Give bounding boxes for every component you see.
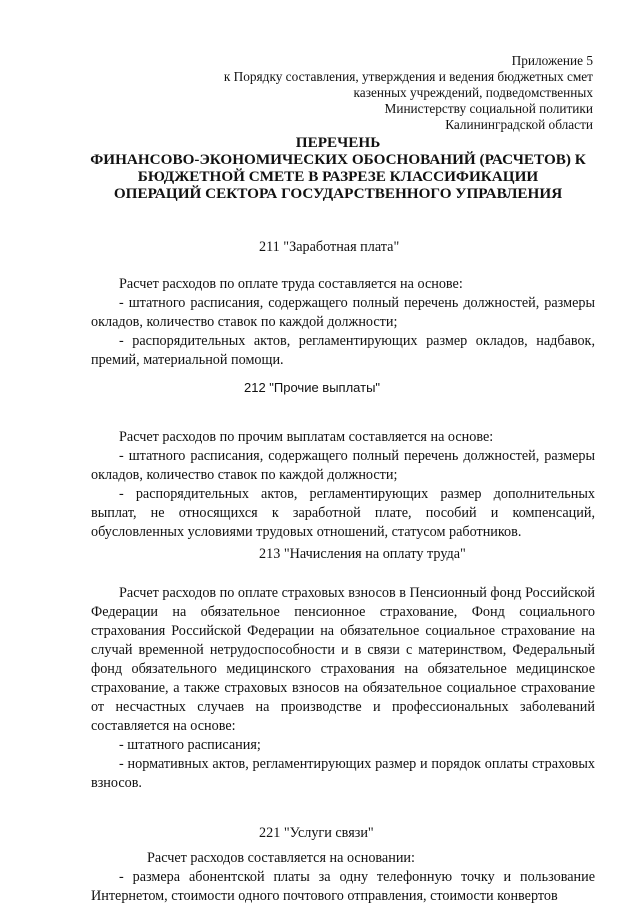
paragraph: Расчет расходов по прочим выплатам составляется на основе:: [119, 429, 494, 445]
appendix-note: [224, 53, 593, 133]
document-title: [40, 134, 636, 202]
paragraph: - штатного расписания, содержащего полный перечень должностей, размеры окладов, количество ставок по каждой должности;: [91, 448, 595, 483]
title-line: ПЕРЕЧЕНЬ: [295, 134, 381, 151]
section-heading-211: 211 "Заработная плата": [259, 239, 400, 255]
section-heading-221: 221 "Услуги связи": [259, 825, 374, 841]
paragraph: Расчет расходов по оплате страховых взносов в Пенсионный фонд Российской Федерации на обязательное пенсионное страхование, Фонд социального страхования Российской Федерации на обязательное социальное страхование на случай временной нетрудоспособности и в связи с материнством, Федеральный фонд обязательного медицинского страхования на обязательное медицинское страхование, а также страховых взносов на обязательное социальное страхование от несчастных случаев на производстве и профессиональных заболеваний составляется на основе:: [91, 585, 595, 734]
paragraph: - распорядительных актов, регламентирующих размер окладов, надбавок, премий, материальной помощи.: [91, 333, 595, 368]
appendix-number: Приложение 5: [511, 53, 593, 68]
appendix-line: казенных учреждений, подведомственных: [353, 85, 593, 100]
section-body-212: [91, 428, 595, 542]
paragraph: - размера абонентской платы за одну телефонную точку и пользование Интернетом, стоимости одного почтового отправления, стоимости конвертов: [91, 869, 595, 904]
paragraph: Расчет расходов по оплате труда составляется на основе:: [119, 276, 463, 292]
section-body-211: [91, 275, 595, 370]
section-body-213: [91, 584, 595, 793]
appendix-line: к Порядку составления, утверждения и ведения бюджетных смет: [223, 69, 593, 84]
section-heading-212: 212 "Прочие выплаты": [244, 380, 381, 395]
title-line: БЮДЖЕТНОЙ СМЕТЕ В РАЗРЕЗЕ КЛАССИФИКАЦИИ: [137, 168, 539, 185]
appendix-line: Калининградской области: [445, 117, 593, 132]
title-line: ФИНАНСОВО-ЭКОНОМИЧЕСКИХ ОБОСНОВАНИЙ (РАСЧЕТОВ) К: [90, 151, 586, 168]
paragraph: - штатного расписания, содержащего полный перечень должностей, размеры окладов, количество ставок по каждой должности;: [91, 295, 595, 330]
paragraph: - нормативных актов, регламентирующих размер и порядок оплаты страховых взносов.: [91, 756, 595, 791]
title-line: ОПЕРАЦИЙ СЕКТОРА ГОСУДАРСТВЕННОГО УПРАВЛЕНИЯ: [113, 185, 563, 202]
section-body-221: [91, 849, 595, 906]
paragraph: - распорядительных актов, регламентирующих размер дополнительных выплат, не относящихся к заработной плате, пособий и компенсаций, обусловленных условиями трудовых отношений, статусом работников.: [91, 486, 595, 540]
section-heading-213: 213 "Начисления на оплату труда": [259, 546, 466, 562]
paragraph: Расчет расходов составляется на основании:: [147, 850, 415, 866]
paragraph: - штатного расписания;: [119, 737, 261, 753]
appendix-line: Министерству социальной политики: [384, 101, 593, 116]
